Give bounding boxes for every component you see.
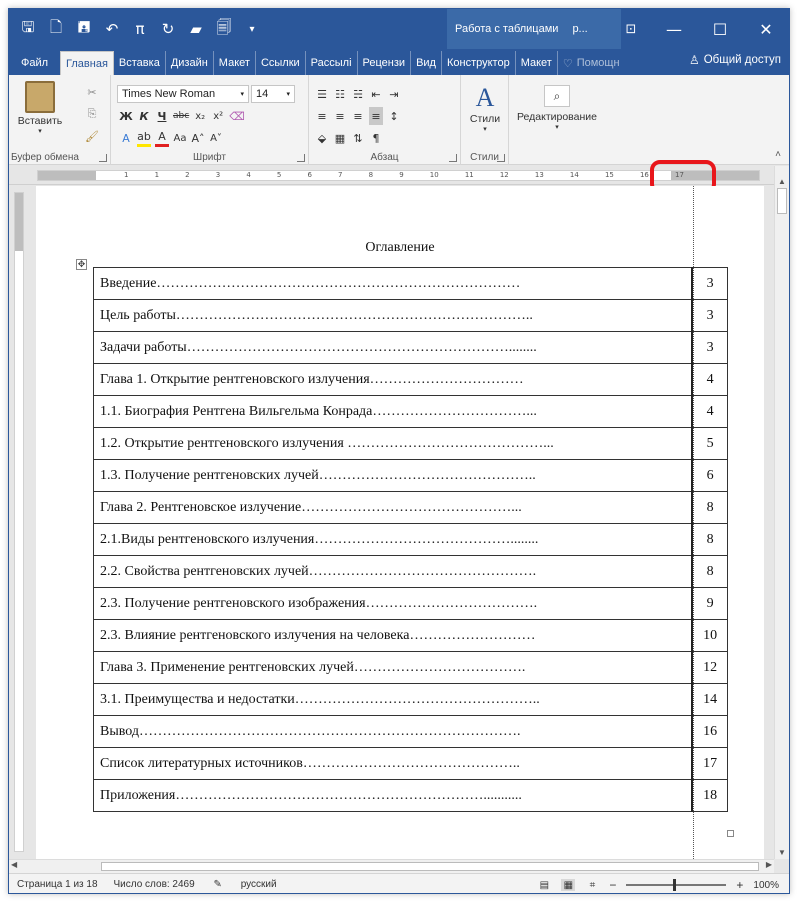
ribbon-display-options-icon[interactable]: ⊡ (625, 21, 637, 37)
toc-entry-text[interactable]: Глава 2. Рентгеновское излучение………………………………………... (94, 492, 693, 524)
customize-qat-icon[interactable]: ▾ (249, 23, 255, 35)
page-count[interactable]: Страница 1 из 18 (17, 879, 98, 890)
subscript-icon[interactable]: x₂ (195, 110, 206, 122)
bold-icon[interactable]: Ж (119, 109, 133, 123)
toc-entry-text[interactable]: 1.1. Биография Рентгена Вильгельма Конрада……………………………... (94, 396, 693, 428)
text-effects-icon[interactable]: A (122, 131, 130, 145)
scroll-right-icon[interactable]: ▶ (765, 860, 772, 869)
editing-label: Редактирование (517, 111, 597, 123)
clipboard-icon (25, 81, 55, 113)
paragraph-group (309, 75, 461, 165)
ruler-number: 16 (639, 171, 649, 179)
show-marks-icon[interactable]: ¶ (372, 131, 380, 145)
ruler-number: 17 (675, 171, 684, 179)
vertical-ruler[interactable] (9, 186, 29, 859)
title-bar (9, 9, 789, 49)
font-launcher-icon[interactable] (297, 154, 305, 162)
status-bar (9, 873, 789, 894)
scroll-up-icon[interactable]: ▲ (778, 176, 786, 186)
redo-icon[interactable]: ↻ (161, 20, 175, 38)
word-count[interactable]: Число слов: 2469 (113, 879, 195, 890)
superscript-icon[interactable]: x² (213, 110, 224, 122)
save-icon[interactable]: 🖫 (21, 17, 35, 36)
table-row[interactable] (94, 332, 728, 364)
toc-entry-page[interactable]: 12 (692, 652, 727, 684)
strikethrough-icon[interactable]: abc (173, 111, 190, 121)
zoom-slider[interactable] (626, 884, 726, 886)
grow-font-icon[interactable]: A˄ (191, 131, 205, 145)
window-controls (611, 9, 789, 49)
ruler-number: 5 (276, 171, 282, 179)
table-row[interactable] (94, 396, 728, 428)
toc-entry-page[interactable]: 8 (692, 492, 727, 524)
column-drag-guide (693, 186, 694, 859)
lightbulb-icon: ♡ (562, 57, 573, 70)
ruler-number: 1 (154, 171, 160, 179)
zoom-level[interactable]: 100% (753, 879, 779, 891)
ruler-number: 9 (399, 171, 404, 179)
styles-button[interactable] (463, 83, 507, 133)
toc-entry-page[interactable]: 9 (692, 588, 727, 620)
share-label: Общий доступ (703, 54, 781, 66)
vertical-scroll-thumb[interactable] (777, 188, 787, 214)
print-preview-icon[interactable]: 🗐 (216, 17, 232, 36)
table-row[interactable] (94, 716, 728, 748)
underline-icon[interactable]: Ч (157, 109, 167, 123)
toc-title: Оглавление (365, 240, 435, 255)
highlight-color-icon[interactable]: ab (137, 129, 151, 147)
toc-entry-text[interactable]: 3.1. Преимущества и недостатки…………………………………………….. (94, 684, 693, 716)
vertical-ruler-track (14, 192, 24, 852)
styles-group-label: Стили (470, 152, 499, 163)
tab-review[interactable]: Рецензи (358, 51, 412, 75)
toc-entry-page[interactable]: 4 (692, 396, 727, 428)
font-color-icon[interactable]: A (155, 129, 169, 147)
vertical-scrollbar[interactable] (774, 166, 789, 859)
toc-entry-page[interactable]: 5 (692, 428, 727, 460)
table-row[interactable] (94, 588, 728, 620)
tab-tell-me[interactable] (558, 51, 625, 75)
horizontal-scroll-thumb[interactable] (101, 862, 759, 871)
table-row[interactable] (94, 364, 728, 396)
tab-mailings[interactable]: Рассылі (306, 51, 358, 75)
toc-entry-text[interactable]: Список литературных источников……………………………………….. (94, 748, 693, 780)
paragraph-launcher-icon[interactable] (449, 154, 457, 162)
ribbon-tabs (9, 49, 789, 75)
ruler-number: 11 (464, 171, 474, 179)
ruler-number: 13 (534, 171, 544, 179)
toc-entry-text[interactable]: Приложения…………………………………………………………........... (94, 780, 693, 812)
quick-access-toolbar (15, 17, 265, 41)
toc-entry-text[interactable]: 2.3. Получение рентгеновского изображения………………………………. (94, 588, 693, 620)
chevron-down-icon: ▾ (240, 91, 244, 98)
font-size-value: 14 (256, 88, 269, 100)
shading-icon[interactable]: ⬙ (317, 131, 327, 145)
editing-group (509, 75, 605, 165)
table-row[interactable] (94, 268, 728, 300)
paste-label: Вставить (17, 115, 63, 127)
share-button[interactable] (689, 53, 781, 67)
table-resize-handle[interactable] (727, 830, 734, 837)
tab-file[interactable]: Файл (21, 57, 49, 69)
font-name-value: Times New Roman (122, 88, 216, 100)
clipboard-launcher-icon[interactable] (99, 154, 107, 162)
ruler-numbers (124, 171, 684, 180)
tab-view[interactable]: Вид (411, 51, 442, 75)
toc-entry-page[interactable]: 3 (692, 332, 727, 364)
table-row[interactable] (94, 684, 728, 716)
toc-entry-page[interactable]: 8 (692, 524, 727, 556)
ruler-number: 7 (338, 171, 343, 179)
new-doc-icon[interactable]: 🗋 (49, 17, 63, 36)
toc-entry-text[interactable]: 1.2. Открытие рентгеновского излучения ……………………………………... (94, 428, 693, 460)
undo-icon[interactable]: ↶ (105, 20, 119, 38)
table-row[interactable] (94, 748, 728, 780)
chevron-down-icon: ▾ (286, 91, 290, 98)
paragraph-group-label: Абзац (370, 152, 399, 163)
read-mode-icon[interactable]: ▤ (539, 879, 550, 891)
zoom-out-icon[interactable]: − (609, 878, 617, 892)
tab-design[interactable]: Дизайн (166, 51, 214, 75)
web-layout-icon[interactable]: ⌗ (589, 879, 596, 891)
ruler-number: 6 (307, 171, 312, 179)
ruler-number: 8 (368, 171, 374, 179)
ruler-number: 1 (124, 171, 129, 179)
search-icon: ⌕ (544, 85, 570, 107)
table-row[interactable] (94, 524, 728, 556)
tell-me-label: Помощн (576, 57, 620, 69)
bullets-icon[interactable]: ☰ (317, 87, 327, 101)
toc-entry-text[interactable]: Задачи работы……………………………………………………………........ (94, 332, 693, 364)
proofing-icon[interactable]: ✎ (213, 879, 222, 890)
print-layout-icon[interactable]: ▦ (561, 879, 575, 891)
ruler-number: 12 (499, 171, 509, 179)
copy-icon[interactable]: ⎘ (87, 107, 97, 120)
close-button[interactable]: ✕ (759, 19, 773, 39)
styles-group (461, 75, 509, 165)
italic-icon[interactable]: К (139, 109, 149, 123)
maximize-button[interactable]: ☐ (712, 19, 728, 39)
toc-entry-text[interactable]: Вывод………………………………………………………………………. (94, 716, 693, 748)
cut-icon[interactable]: ✂ (87, 85, 97, 99)
person-icon: ♙ (688, 53, 700, 67)
styles-icon: A (475, 83, 495, 112)
font-size-combo[interactable] (251, 85, 295, 103)
clipboard-group (9, 75, 111, 165)
ribbon (9, 75, 789, 165)
chevron-down-icon: ▾ (555, 124, 559, 131)
tab-table-layout[interactable]: Макет (516, 51, 558, 75)
status-right (537, 874, 779, 894)
toc-entry-text[interactable]: Введение…………………………………………………………………… (94, 268, 693, 300)
collapse-ribbon-icon[interactable]: ˄ (775, 149, 781, 160)
line-spacing-icon[interactable]: ↕ (389, 109, 399, 123)
toc-entry-page[interactable]: 3 (692, 268, 727, 300)
contextual-tab-title (447, 9, 621, 49)
ruler-number: 4 (246, 171, 251, 179)
paste-button[interactable] (15, 81, 65, 135)
document-area (30, 186, 774, 859)
open-icon[interactable]: ▰ (190, 20, 202, 38)
toc-entry-page[interactable]: 8 (692, 556, 727, 588)
toc-entry-page[interactable]: 18 (692, 780, 727, 812)
horizontal-scrollbar[interactable] (9, 859, 774, 873)
numbering-icon[interactable]: ☷ (335, 87, 345, 101)
toc-table[interactable] (93, 267, 728, 812)
table-move-handle-icon[interactable]: ✥ (77, 259, 86, 269)
save-as-icon[interactable]: 🖪 (77, 17, 91, 36)
table-row[interactable] (94, 428, 728, 460)
language[interactable]: русский (240, 879, 277, 890)
toc-entry-page[interactable]: 14 (692, 684, 727, 716)
table-row[interactable] (94, 460, 728, 492)
table-row[interactable] (94, 492, 728, 524)
font-group-label: Шрифт (193, 152, 226, 163)
change-case-icon[interactable]: Aa (173, 132, 187, 144)
decrease-indent-icon[interactable]: ⇤ (371, 87, 381, 101)
tab-home[interactable]: Главная (60, 51, 114, 75)
equation-icon[interactable]: π (135, 20, 145, 38)
clipboard-group-label: Буфер обмена (11, 152, 79, 163)
borders-icon[interactable]: ▦ (334, 131, 346, 145)
ruler-number: 14 (569, 171, 579, 179)
increase-indent-icon[interactable]: ⇥ (389, 87, 399, 101)
toc-entry-page[interactable]: 6 (692, 460, 727, 492)
toc-entry-text[interactable]: 2.3. Влияние рентгеновского излучения на человека……………………… (94, 620, 693, 652)
toc-entry-page[interactable]: 17 (692, 748, 727, 780)
toc-entry-page[interactable]: 4 (692, 364, 727, 396)
tab-table-design[interactable]: Конструктор (442, 51, 516, 75)
tab-references[interactable]: Ссылки (256, 51, 306, 75)
tab-insert[interactable]: Вставка (114, 51, 166, 75)
multilevel-list-icon[interactable]: ☵ (353, 87, 363, 101)
table-row[interactable] (94, 780, 728, 812)
table-row[interactable] (94, 556, 728, 588)
toc-entry-page[interactable]: 3 (692, 300, 727, 332)
toc-entry-text[interactable]: 2.2. Свойства рентгеновских лучей…………………………………………. (94, 556, 693, 588)
sort-icon[interactable]: ⇅ (353, 131, 363, 145)
clear-formatting-icon[interactable]: ⌫ (229, 109, 245, 123)
toc-entry-page[interactable]: 10 (692, 620, 727, 652)
document-name: р... (572, 23, 588, 35)
ruler-number: 3 (215, 171, 221, 179)
toc-entry-text[interactable]: Глава 3. Применение рентгеновских лучей………………………………. (94, 652, 693, 684)
justify-icon[interactable]: ≡ (369, 107, 383, 125)
tab-layout[interactable]: Макет (214, 51, 256, 75)
align-left-icon[interactable]: ≡ (317, 109, 327, 123)
ruler-number: 10 (429, 171, 439, 179)
table-row[interactable] (94, 620, 728, 652)
ruler-number: 15 (604, 171, 614, 179)
scroll-left-icon[interactable]: ◀ (11, 860, 18, 869)
toc-entry-text[interactable]: 2.1.Виды рентгеновского излучения……………………………………........ (94, 524, 693, 556)
toc-entry-text[interactable]: Глава 1. Открытие рентгеновского излучения…………………………… (94, 364, 693, 396)
minimize-button[interactable]: — (666, 19, 682, 39)
zoom-in-icon[interactable]: + (736, 878, 744, 892)
shrink-font-icon[interactable]: A˅ (210, 132, 222, 144)
word-window (8, 8, 790, 894)
align-right-icon[interactable]: ≡ (353, 109, 363, 123)
left-margin-area (38, 171, 96, 180)
table-row[interactable] (94, 300, 728, 332)
table-row[interactable] (94, 652, 728, 684)
contextual-title-text: Работа с таблицами (455, 23, 559, 35)
toc-entry-text[interactable]: 1.3. Получение рентгеновских лучей……………………………………….. (94, 460, 693, 492)
align-center-icon[interactable]: ≡ (335, 109, 345, 123)
zoom-slider-knob[interactable] (673, 879, 676, 891)
font-group (111, 75, 309, 165)
editing-button[interactable] (513, 85, 601, 131)
chevron-down-icon: ▾ (483, 126, 487, 133)
chevron-down-icon: ▾ (38, 128, 42, 135)
page[interactable] (36, 186, 764, 859)
font-name-combo[interactable] (117, 85, 249, 103)
top-margin-area (15, 193, 23, 251)
styles-launcher-icon[interactable] (497, 154, 505, 162)
ruler-number: 2 (185, 171, 190, 179)
toc-entry-page[interactable]: 16 (692, 716, 727, 748)
styles-label: Стили (469, 113, 501, 125)
scroll-down-icon[interactable]: ▼ (778, 847, 786, 857)
format-painter-icon[interactable]: 🖌 (85, 129, 99, 143)
toc-entry-text[interactable]: Цель работы………………………………………………………………….. (94, 300, 693, 332)
